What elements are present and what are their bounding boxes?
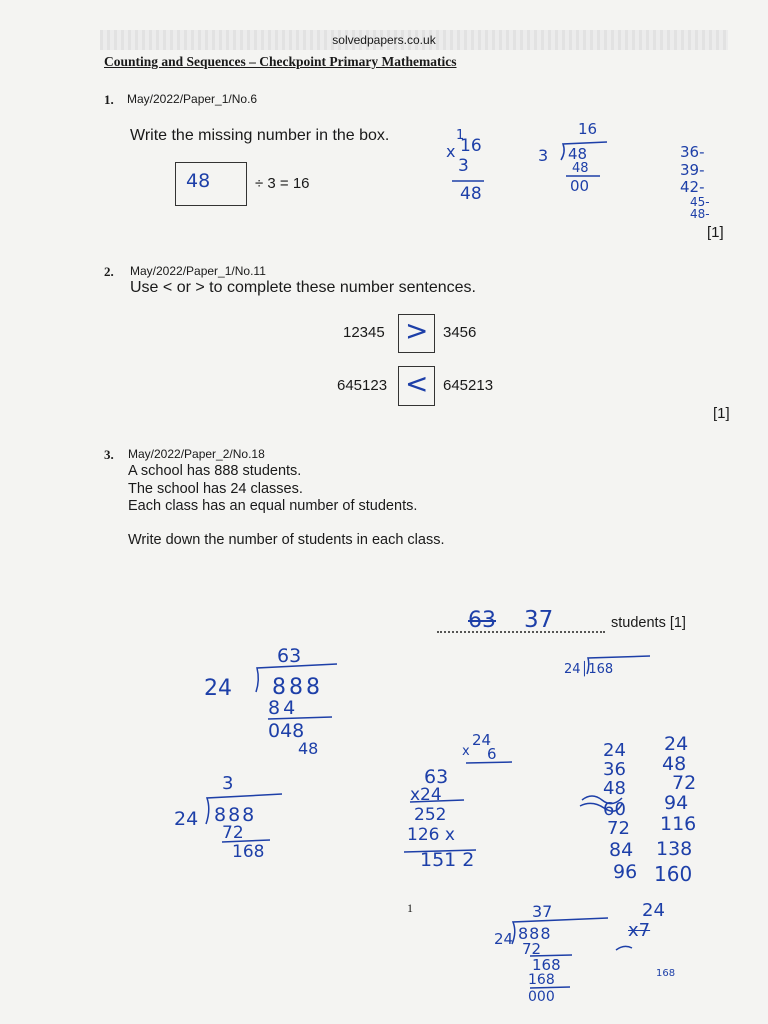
q3-corner-small: 168 [656,968,676,979]
q1-number: 1. [104,92,114,107]
q3-line-2: The school has 24 classes. [128,481,303,497]
q2-reference: May/2022/Paper_1/No.11 [130,264,266,278]
q1-seq-5: 48- [690,207,710,221]
q3-div3-quotient: 37 [532,902,553,921]
q2-row2-symbol: < [405,367,429,400]
q1-seq-2: 39- [680,161,705,179]
q3-list-a-5: 72 [607,818,630,839]
q1-div-sub: 48 [572,161,589,176]
q3-list-b-5: 116 [660,813,697,835]
q3-mul-x: x [462,744,470,759]
q3-answer-crossed: 63 [468,608,496,633]
q3-corner-top: 24 [642,900,665,921]
q1-mult-result: 48 [460,184,482,204]
q1-mult-carry: 1 [456,128,465,143]
q3-mul-total: 151 2 [420,849,475,871]
q3-list-a-4: 60 [603,799,626,820]
q3-div3-dividend: 888 [518,924,552,943]
q3-corner-mid: x7 [628,920,651,941]
q2-instruction: Use < or > to complete these number sentences. [130,279,476,296]
q2-marks: [1] [713,405,730,422]
q3-mul-by: x24 [410,785,442,805]
q3-reference: May/2022/Paper_2/No.18 [128,447,265,461]
q3-list-a-1: 24 [603,740,626,761]
q3-mul-a: 24 [472,731,492,749]
q1-equation: ÷ 3 = 16 [255,175,310,192]
q3-div2-quotient: 3 [222,773,234,794]
q2-row1-left: 12345 [343,324,385,341]
q1-div-remainder: 00 [570,177,590,195]
q3-div1-last: 48 [298,739,319,758]
q3-div1-dividend: 888 [272,675,323,700]
q3-mul-top: 63 [424,766,449,788]
q2-row1-right: 3456 [443,324,477,341]
q3-unit-marks: students [1] [611,615,686,631]
q1-mult-op: x [446,142,456,161]
q1-seq-1: 36- [680,143,705,161]
q2-row2-right: 645213 [443,377,494,394]
page-title: Counting and Sequences – Checkpoint Primary Mathematics [104,54,457,69]
q3-div1-remainder: 048 [268,720,305,742]
q3-list-b-3: 72 [672,772,697,794]
q2-row1-symbol: > [405,314,429,347]
q3-div1-divisor: 24 [204,676,232,701]
q3-line-3: Each class has an equal number of students. [128,498,418,514]
page-number: 1 [407,901,413,915]
q1-div-divisor: 3 [538,146,549,165]
q1-seq-3: 42- [680,178,705,196]
q3-number: 3. [104,447,114,462]
q1-answer: 48 [186,170,211,192]
q3-mul-b: 6 [487,745,497,763]
q3-div3-remainder: 168 [532,956,561,974]
q3-div3-divisor: 24 [494,930,514,948]
q3-list-b-2: 48 [662,753,687,775]
q3-div2-dividend: 888 [214,804,257,826]
q3-small-division: 24│168 [564,662,614,677]
q2-row2-left: 645123 [337,377,388,394]
q3-div2-sub: 72 [222,823,244,843]
q1-div-dividend: 48 [568,145,588,163]
q3-list-a-3: 48 [603,778,626,799]
q3-list-b-7: 160 [654,862,693,886]
q3-mul-partial-1: 252 [414,805,447,825]
q1-mult-by: 3 [458,156,469,176]
q3-list-a-6: 84 [609,839,634,861]
q3-list-b-6: 138 [656,838,693,860]
q3-line-1: A school has 888 students. [128,463,302,479]
q3-list-b-4: 94 [664,792,689,814]
site-name: solvedpapers.co.uk [332,33,436,47]
q3-div1-quotient: 63 [277,645,302,667]
q3-div3-sub: 72 [522,940,542,958]
q1-mult-top: 16 [460,136,482,156]
q1-marks: [1] [707,224,724,241]
q3-list-a-7: 96 [613,861,638,883]
q3-list-a-2: 36 [603,759,626,780]
q3-list-b-1: 24 [664,733,689,755]
q1-div-quotient: 16 [578,120,598,138]
q3-div3-sub2: 168 [528,972,555,988]
q1-instruction: Write the missing number in the box. [130,127,390,144]
q3-div3-zero: 000 [528,989,555,1005]
q1-reference: May/2022/Paper_1/No.6 [127,92,258,106]
q3-mul-partial-2: 126 x [407,825,455,845]
q3-div2-divisor: 24 [174,808,199,830]
q1-seq-4: 45- [690,195,710,209]
q3-answer: 37 [524,607,554,633]
q3-div2-remainder: 168 [232,842,265,862]
q3-instruction: Write down the number of students in each class. [128,532,445,548]
q2-number: 2. [104,264,114,279]
q3-div1-sub: 84 [268,697,299,719]
